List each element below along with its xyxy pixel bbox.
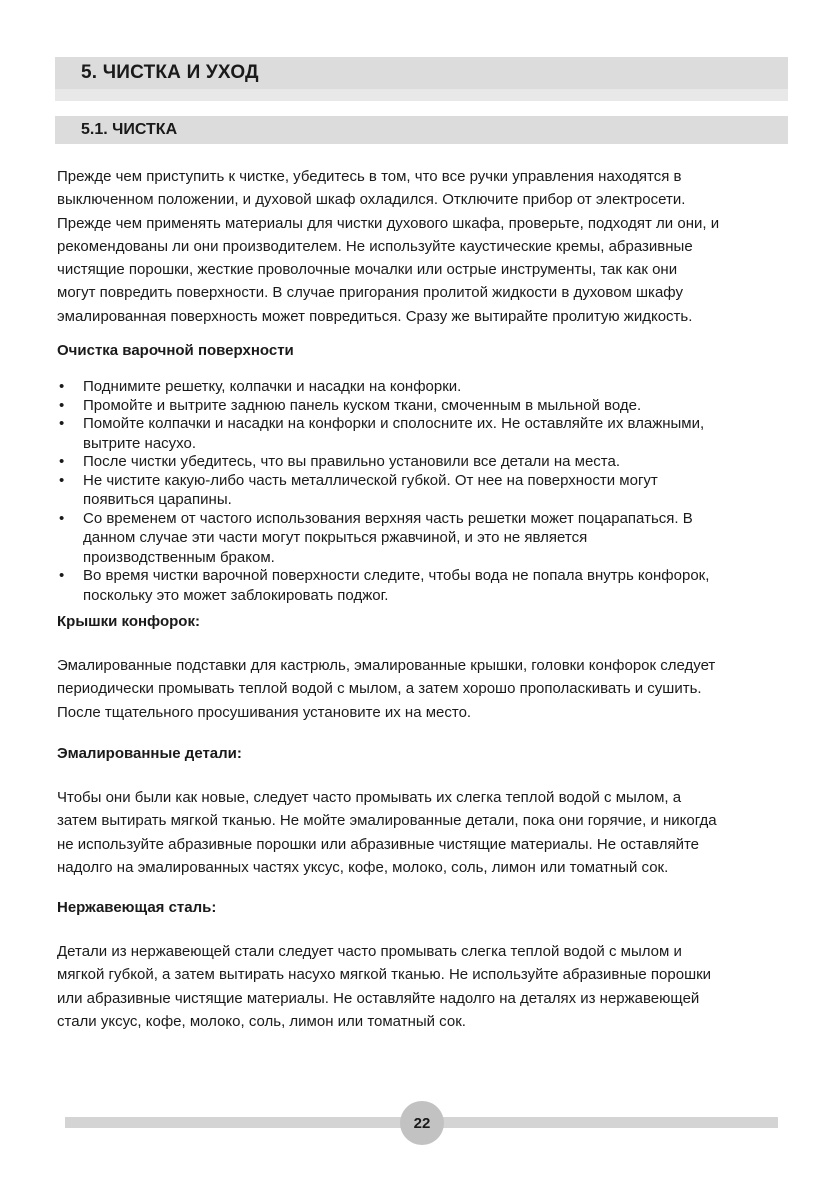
paragraph-line: или абразивные чистящие материалы. Не оставляйте надолго на деталях из нержавеющей: [57, 989, 700, 1007]
bullet-icon: •: [59, 567, 65, 584]
section-heading-underbar: [55, 89, 788, 101]
subsection-title: 5.1. ЧИСТКА: [81, 121, 178, 138]
list-item: [57, 453, 792, 472]
list-item-text: Со временем от частого использования верхняя часть решетки может поцарапаться. В: [83, 509, 693, 527]
bullet-icon: •: [59, 471, 65, 489]
bullet-icon: •: [59, 509, 65, 527]
bullet-icon: •: [59, 415, 65, 432]
paragraph-line: стали уксус, кофе, молоко, соль, лимон или томатный сок.: [57, 1012, 466, 1030]
list-item: [57, 510, 792, 568]
list-item-text: вытрите насухо.: [83, 434, 197, 452]
list-item-text: После чистки убедитесь, что вы правильно установили все детали на места.: [83, 453, 621, 470]
burner-caps-paragraph: [57, 654, 792, 724]
list-item-text: Поднимите решетку, колпачки и насадки на конфорки.: [83, 378, 462, 395]
burner-caps-heading: Крышки конфорок:: [57, 613, 200, 630]
list-item-text: Промойте и вытрите заднюю панель куском ткани, смоченным в мыльной воде.: [83, 396, 642, 414]
stainless-steel-paragraph: [57, 940, 792, 1033]
bullet-icon: •: [59, 453, 65, 470]
intro-line: Прежде чем приступить к чистке, убедитесь в том, что все ручки управления находятся в: [57, 168, 682, 185]
list-item: [57, 415, 792, 453]
list-item-text: данном случае эти части могут покрыться ржавчиной, и это не является: [83, 529, 588, 546]
intro-line: Прежде чем применять материалы для чистки духового шкафа, проверьте, подходят ли они, и: [57, 214, 720, 232]
paragraph-line: не используйте абразивные порошки или абразивные чистящие материалы. Не оставляйте: [57, 835, 700, 853]
intro-line: могут повредить поверхности. В случае пригорания пролитой жидкости в духовом шкафу: [57, 284, 683, 302]
stainless-steel-heading: Нержавеющая сталь:: [57, 899, 217, 916]
paragraph-line: надолго на эмалированных частях уксус, кофе, молоко, соль, лимон или томатный сок.: [57, 858, 669, 876]
list-item: [57, 472, 792, 510]
paragraph-line: После тщательного просушивания установите их на место.: [57, 703, 472, 721]
intro-paragraph: [57, 165, 792, 328]
paragraph-line: затем вытирать мягкой тканью. Не мойте эмалированные детали, пока они горячие, и никогда: [57, 812, 717, 830]
intro-line: рекомендованы ли они производителем. Не используйте каустические кремы, абразивные: [57, 237, 693, 255]
page-number-badge: [400, 1101, 444, 1145]
bullet-icon: •: [59, 378, 65, 395]
paragraph-line: мягкой губкой, а затем вытирать насухо мягкой тканью. Не используйте абразивные порошки: [57, 966, 712, 984]
list-item-text: Во время чистки варочной поверхности следите, чтобы вода не попала внутрь конфорок,: [83, 567, 710, 584]
bullet-icon: •: [59, 396, 65, 414]
list-item-text: Помойте колпачки и насадки на конфорки и сполосните их. Не оставляйте их влажными,: [83, 415, 705, 432]
enamel-parts-paragraph: [57, 786, 792, 879]
list-item: [57, 378, 792, 397]
list-item-text: поскольку это может заблокировать поджог.: [83, 586, 389, 604]
intro-line: чистящие порошки, жесткие проволочные мочалки или острые инструменты, так как они: [57, 261, 678, 279]
enamel-parts-heading: Эмалированные детали:: [57, 745, 242, 762]
list-item-text: появиться царапины.: [83, 491, 232, 508]
list-item-text: Не чистите какую-либо часть металлической губкой. От нее на поверхности могут: [83, 471, 658, 489]
section-title: 5. ЧИСТКА И УХОД: [81, 62, 259, 83]
list-item: [57, 397, 792, 416]
paragraph-line: Чтобы они были как новые, следует часто промывать их слегка теплой водой с мылом, а: [57, 789, 682, 806]
hob-cleaning-list: [57, 378, 792, 605]
list-item: [57, 567, 792, 605]
list-item-text: производственным браком.: [83, 548, 275, 566]
hob-cleaning-heading: Очистка варочной поверхности: [57, 342, 294, 359]
intro-line: выключенном положении, и духовой шкаф охладился. Отключите прибор от электросети.: [57, 191, 686, 209]
paragraph-line: периодически промывать теплой водой с мылом, а затем хорошо прополаскивать и сушить.: [57, 680, 702, 698]
page-number: 22: [413, 1114, 431, 1132]
intro-line: эмалированная поверхность может повредиться. Сразу же вытирайте пролитую жидкость.: [57, 307, 693, 325]
paragraph-line: Детали из нержавеющей стали следует часто промывать слегка теплой водой с мылом и: [57, 943, 682, 960]
paragraph-line: Эмалированные подставки для кастрюль, эмалированные крышки, головки конфорок следует: [57, 657, 716, 674]
